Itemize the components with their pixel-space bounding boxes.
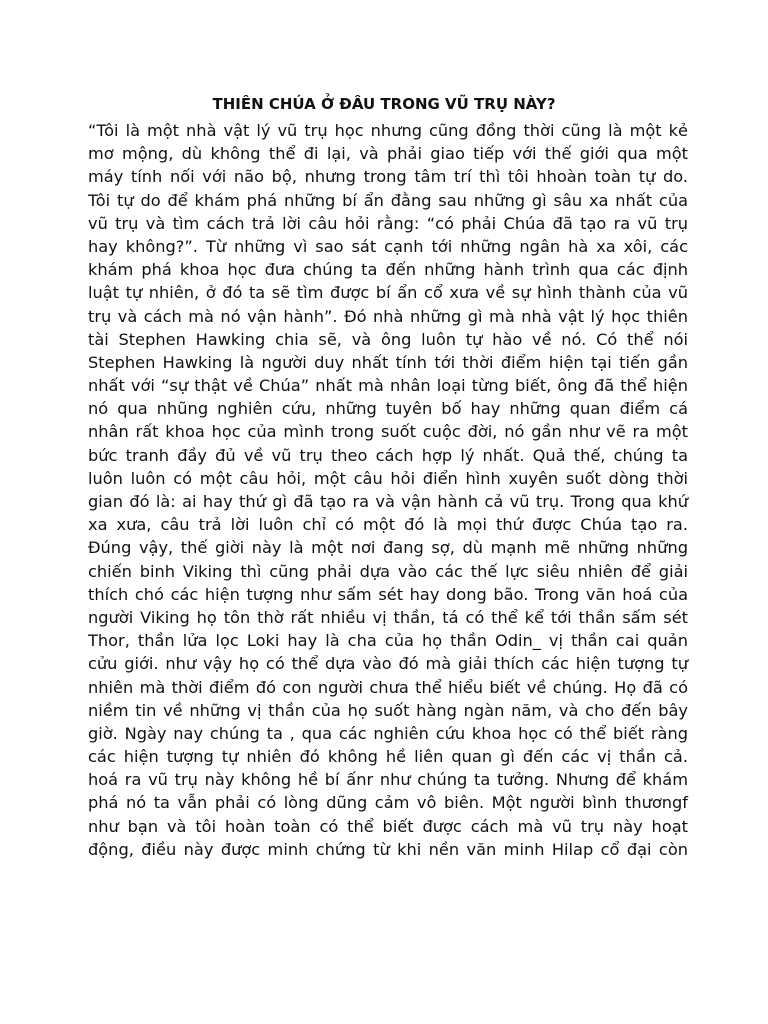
body-line: trụ và cách mà nó vận hành”. Đó nhà những gì mà nhà vật lý học thiên xyxy=(88,306,688,326)
body-line: luật tự nhiên, ở đó ta sẽ tìm được bí ẩn cổ xưa về sự hình thành của vũ xyxy=(88,283,688,303)
body-line: người Viking họ tôn thờ rất nhiều vị thần, tá có thể kể tới thần sấm sét xyxy=(88,607,688,627)
body-line: bức tranh đầy đủ về vũ trụ theo cách hợp lý nhất. Quả thế, chúng ta xyxy=(88,445,688,465)
body-line: phá nó ta vẫn phải có lòng dũng cảm vô biên. Một người bình thươngf xyxy=(88,793,688,813)
body-line: các hiện tượng tự nhiên đó không hề liên quan gì đến các vị thần cả. xyxy=(88,747,688,767)
body-line: niềm tin về những vị thần của họ suốt hàng ngàn năm, và cho đến bây xyxy=(88,700,688,720)
body-line: luôn luôn có một câu hỏi, một câu hỏi điển hình xuyên suốt dòng thời xyxy=(88,468,688,488)
body-line: cửu giới. như vậy họ có thể dựa vào đó mà giải thích các hiện tượng tự xyxy=(88,654,688,674)
body-line: Stephen Hawking là người duy nhất tính tới thời điểm hiện tại tiến gần xyxy=(88,352,688,372)
body-line: giờ. Ngày nay chúng ta , qua các nghiên cứu khoa học có thể biết ràng xyxy=(88,723,688,743)
body-line: hoá ra vũ trụ này không hề bí ấnr như chúng ta tưởng. Nhưng để khám xyxy=(88,770,688,790)
body-line: hay không?”. Từ những vì sao sát cạnh tới những ngân hà xa xôi, các xyxy=(88,236,688,256)
body-line: thích chó các hiện tượng như sấm sét hay dong bão. Trong văn hoá của xyxy=(88,584,688,604)
body-line: khám phá khoa học đưa chúng ta đến những hành trình qua các định xyxy=(88,260,688,280)
body-line: gian đó là: ai hay thứ gì đã tạo ra và vận hành cả vũ trụ. Trong qua khứ xyxy=(88,492,688,511)
body-line: xa xưa, câu trả lời luôn chỉ có một đó là mọi thứ được Chúa tạo ra. xyxy=(88,515,688,535)
body-line: tài Stephen Hawking chia sẽ, và ông luôn tự hào về nó. Có thể nói xyxy=(88,329,688,349)
body-line: Tôi tự do để khám phá những bí ẩn đằng sau những gì sâu xa nhất của xyxy=(88,190,688,210)
body-line: nhân rất khoa học của mình trong suốt cuộc đời, nó gần như vẽ ra một xyxy=(88,422,688,442)
body-line: như bạn và tôi hoàn toàn có thể biết được cách mà vũ trụ này hoạt xyxy=(88,816,688,836)
body-line: Đúng vậy, thế giời này là một nơi đang sợ, dù mạnh mẽ những những xyxy=(88,538,688,558)
body-line: Thor, thần lửa lọc Loki hay là cha của họ thần Odin_ vị thần cai quản xyxy=(88,631,688,651)
body-line: nó qua nhũng nghiên cứu, những tuyên bố hay những quan điểm cá xyxy=(88,399,688,419)
body-line: máy tính nối với não bộ, nhưng trong tâm trí thì tôi hhoàn toàn tự do. xyxy=(88,167,688,187)
body-line: nhất với “sự thật về Chúa” nhất mà nhân loại từng biết, ông đã thể hiện xyxy=(88,376,688,396)
body-line: nhiên mà thời điểm đó con người chưa thể hiểu biết về chúng. Họ đã có xyxy=(88,677,688,697)
body-line: động, điều này được minh chứng từ khi nền văn minh Hilap cổ đại còn xyxy=(88,839,688,859)
document-title: THIÊN CHÚA Ở ĐÂU TRONG VŨ TRỤ NÀY? xyxy=(212,95,556,113)
body-line: “Tôi là một nhà vật lý vũ trụ học nhưng cũng đồng thời cũng là một kẻ xyxy=(88,121,688,140)
body-line: chiến binh Viking thì cũng phải dựa vào các thế lực siêu nhiên để giải xyxy=(88,561,688,581)
document-body xyxy=(88,119,688,861)
body-line: vũ trụ và tìm cách trả lời câu hỏi rằng: “có phải Chúa đã tạo ra vũ trụ xyxy=(88,213,688,233)
body-line: mơ mộng, dù không thể đi lại, và phải giao tiếp với thế giới qua một xyxy=(88,144,688,164)
